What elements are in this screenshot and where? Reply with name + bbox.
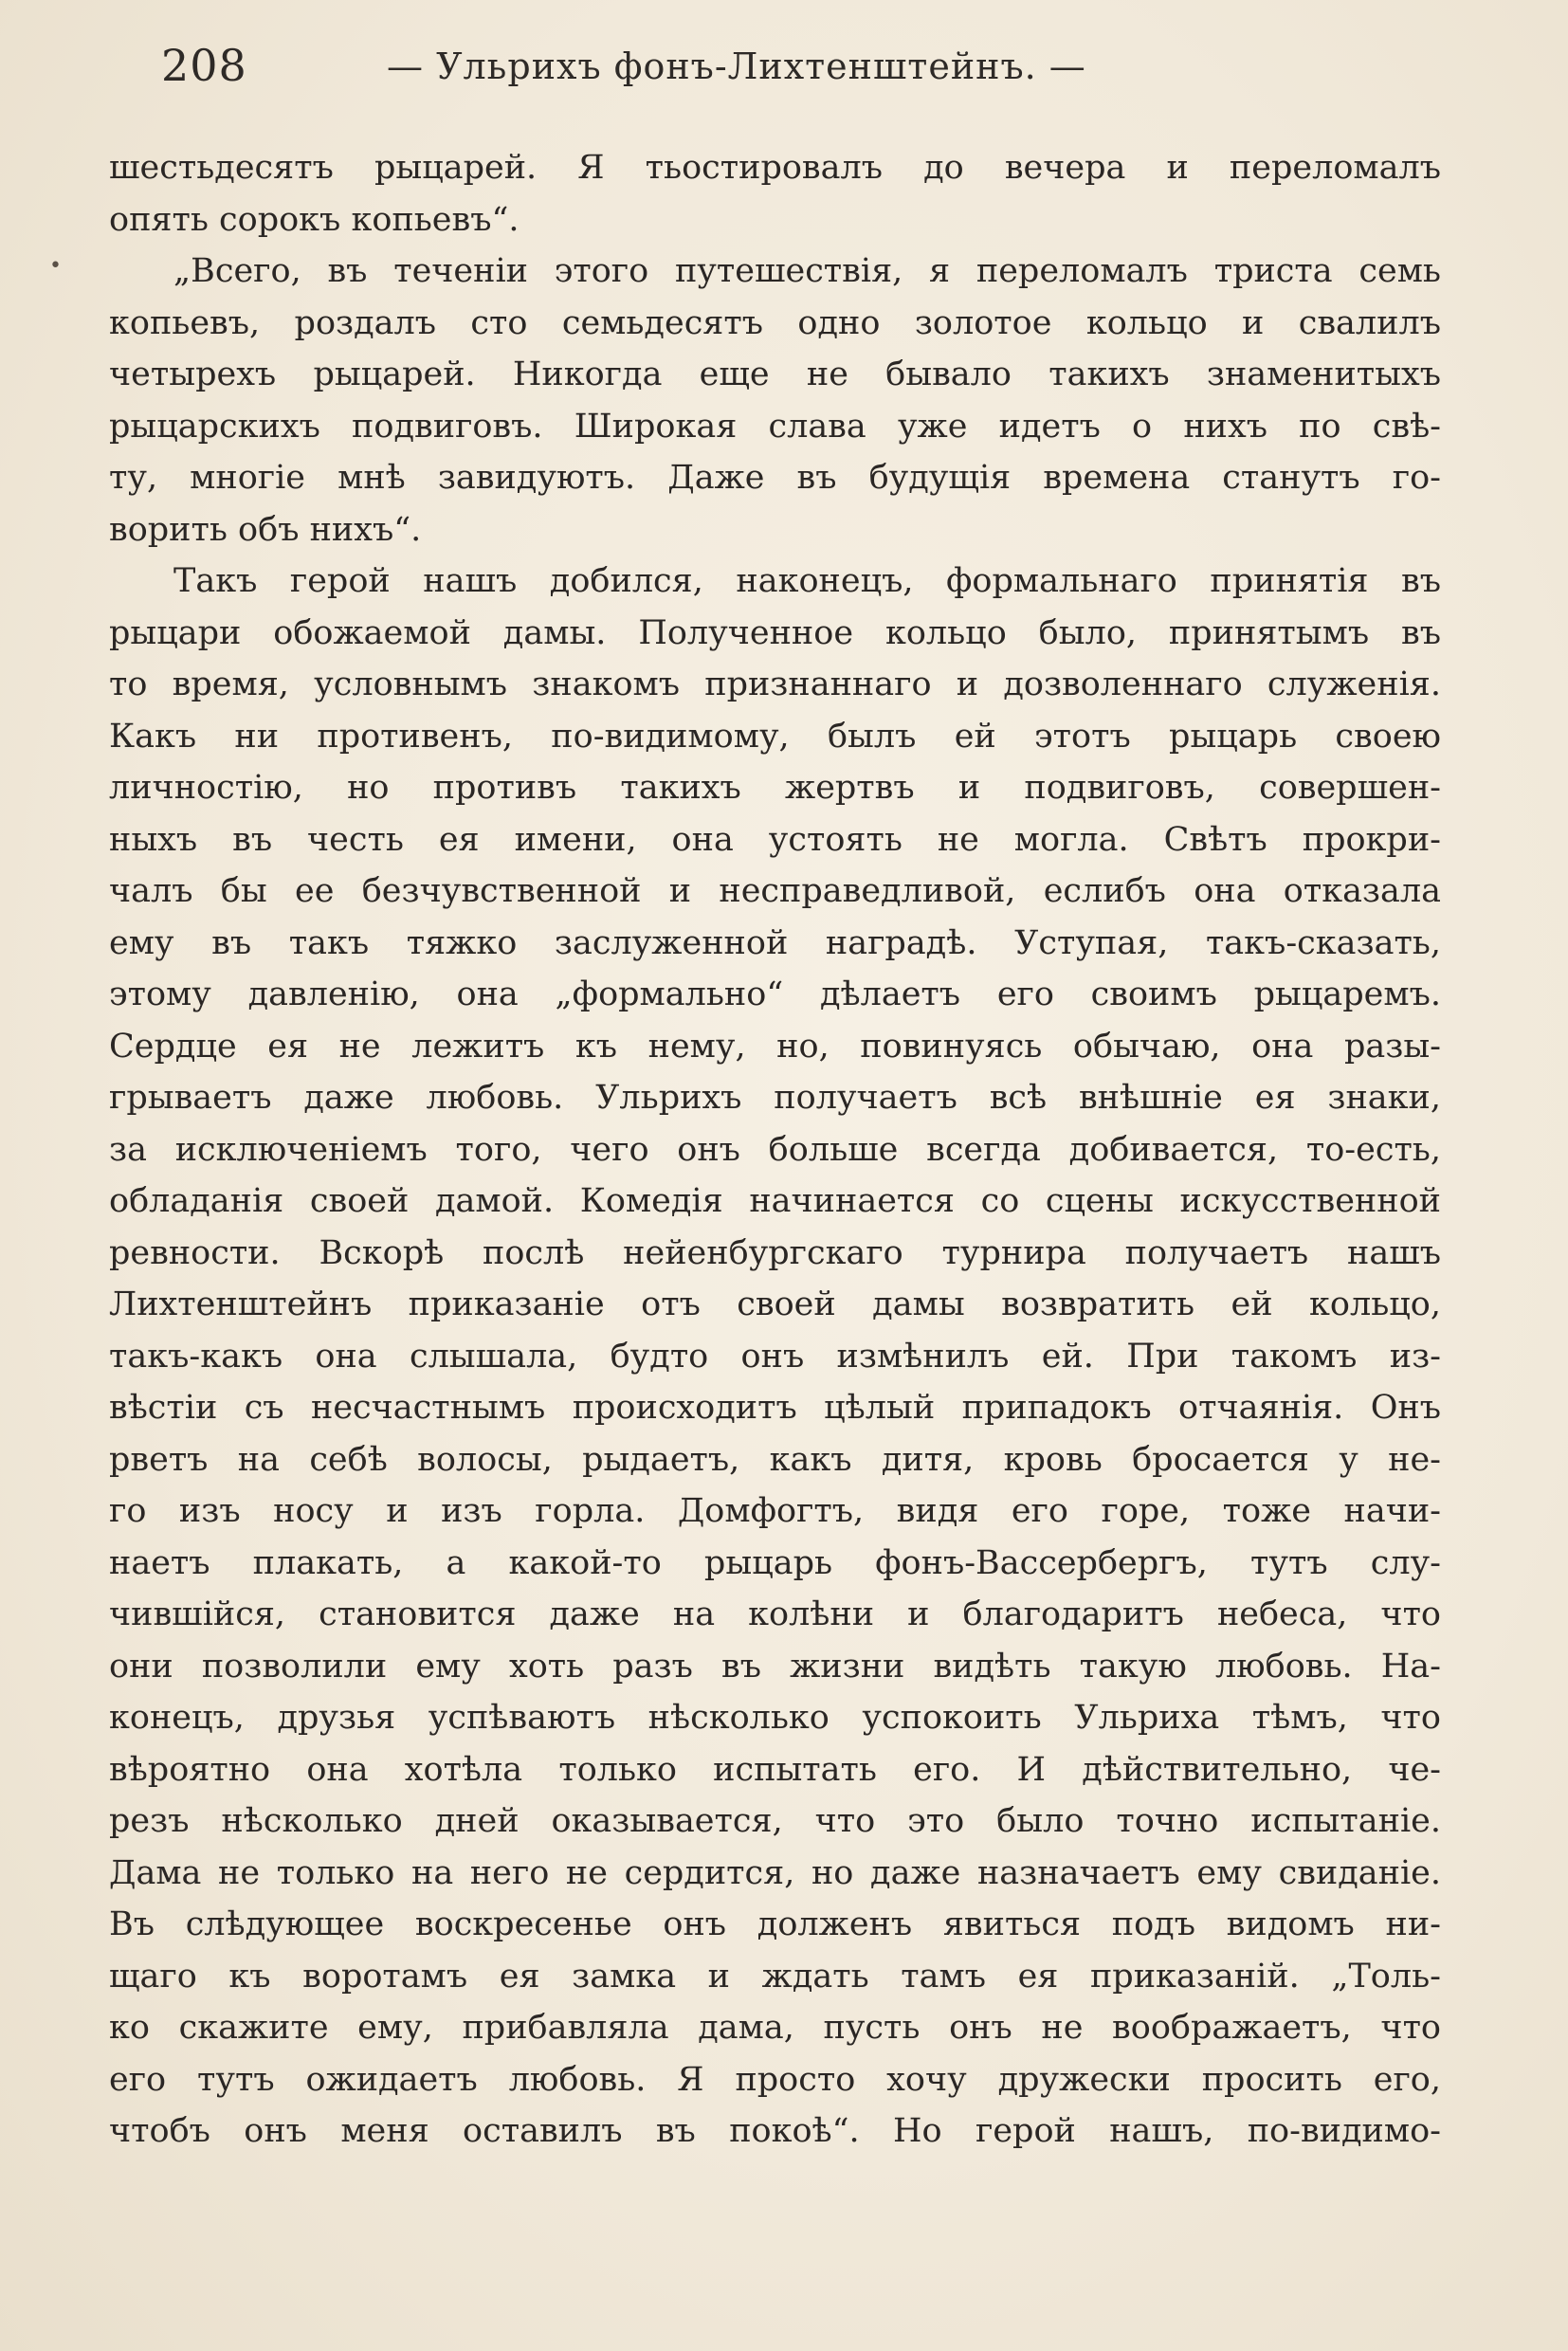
text-line: вѣроятно она хотѣла только испытать его. И дѣйствительно, че- — [109, 1750, 1441, 1789]
text-line: четырехъ рыцарей. Никогда еще не бывало такихъ знаменитыхъ — [109, 355, 1441, 393]
text-line: чалъ бы ее безчувственной и несправедливой, еслибъ она отказала — [109, 872, 1441, 910]
text-line: Въ слѣдующее воскресенье онъ долженъ явиться подъ видомъ ни- — [109, 1905, 1441, 1943]
text-line: ныхъ въ честь ея имени, она устоять не могла. Свѣтъ прокри- — [109, 820, 1441, 859]
text-line: то время, условнымъ знакомъ признаннаго и дозволеннаго служенія. — [109, 665, 1441, 703]
text-line: такъ-какъ она слышала, будто онъ измѣнилъ ей. При такомъ из- — [109, 1337, 1441, 1376]
text-line: резъ нѣсколько дней оказывается, что это было точно испытаніе. — [109, 1802, 1441, 1840]
text-line: го изъ носу и изъ горла. Домфогтъ, видя его горе, тоже начи- — [109, 1492, 1441, 1530]
text-line: ворить объ нихъ“. — [109, 510, 422, 549]
text-line: за исключеніемъ того, чего онъ больше всегда добивается, то-есть, — [109, 1130, 1441, 1169]
text-line: щаго къ воротамъ ея замка и ждать тамъ ея приказаній. „Толь- — [109, 1957, 1441, 1996]
text-line: шестьдесятъ рыцарей. Я тьостировалъ до вечера и переломалъ — [109, 149, 1441, 187]
margin-mark: • — [49, 254, 62, 278]
text-line: ему въ такъ тяжко заслуженной наградѣ. Уступая, такъ-сказать, — [109, 923, 1441, 962]
body-text — [109, 142, 1441, 2158]
paragraph-start-line: Такъ герой нашъ добился, наконецъ, формальнаго принятія въ — [173, 562, 1441, 600]
text-line: грываетъ даже любовь. Ульрихъ получаетъ всѣ внѣшніе ея знаки, — [109, 1079, 1441, 1117]
page-header — [161, 40, 1450, 106]
text-line: чтобъ онъ меня оставилъ въ покоѣ“. Но герой нашъ, по-видимо- — [109, 2112, 1441, 2150]
text-line: чившійся, становится даже на колѣни и благодаритъ небеса, что — [109, 1595, 1441, 1633]
text-line: опять сорокъ копьевъ“. — [109, 200, 520, 239]
text-line: ко скажите ему, прибавляла дама, пусть онъ не воображаетъ, что — [109, 2009, 1441, 2047]
paragraph-start-line: „Всего, въ теченіи этого путешествія, я переломалъ триста семь — [173, 252, 1441, 290]
text-line: рыцари обожаемой дамы. Полученное кольцо было, принятымъ въ — [109, 613, 1441, 652]
text-line: вѣстіи съ несчастнымъ происходитъ цѣлый припадокъ отчаянія. Онъ — [109, 1389, 1441, 1427]
text-line: рветъ на себѣ волосы, рыдаетъ, какъ дитя, кровь бросается у не- — [109, 1440, 1441, 1479]
text-line: Дама не только на него не сердится, но даже назначаетъ ему свиданіе. — [109, 1853, 1441, 1892]
text-line: Лихтенштейнъ приказаніе отъ своей дамы возвратить ей кольцо, — [109, 1285, 1441, 1323]
text-line: личностію, но противъ такихъ жертвъ и подвиговъ, совершен- — [109, 769, 1441, 807]
text-line: Сердце ея не лежитъ къ нему, но, повинуясь обычаю, она разы- — [109, 1027, 1441, 1066]
text-line: его тутъ ожидаетъ любовь. Я просто хочу дружески просить его, — [109, 2060, 1441, 2099]
text-line: конецъ, друзья успѣваютъ нѣсколько успокоить Ульриха тѣмъ, что — [109, 1699, 1441, 1737]
text-line: обладанія своей дамой. Комедія начинается со сцены искусственной — [109, 1182, 1441, 1220]
text-line: наетъ плакать, а какой-то рыцарь фонъ-Вассербергъ, тутъ слу- — [109, 1543, 1441, 1582]
text-line: ревности. Вскорѣ послѣ нейенбургскаго турнира получаетъ нашъ — [109, 1233, 1441, 1272]
text-line: Какъ ни противенъ, по-видимому, былъ ей этотъ рыцарь своею — [109, 717, 1441, 756]
running-title: — Ульрихъ фонъ-Лихтенштейнъ. — — [387, 46, 1086, 87]
text-line: ту, многіе мнѣ завидуютъ. Даже въ будущія времена станутъ го- — [109, 459, 1441, 497]
text-line: рыцарскихъ подвиговъ. Широкая слава уже идетъ о нихъ по свѣ- — [109, 407, 1441, 446]
text-line: этому давленію, она „формально“ дѣлаетъ его своимъ рыцаремъ. — [109, 975, 1441, 1013]
text-line: они позволили ему хоть разъ въ жизни видѣть такую любовь. На- — [109, 1647, 1441, 1686]
page-number: 208 — [161, 40, 247, 91]
text-line: копьевъ, роздалъ сто семьдесятъ одно золотое кольцо и свалилъ — [109, 303, 1441, 342]
